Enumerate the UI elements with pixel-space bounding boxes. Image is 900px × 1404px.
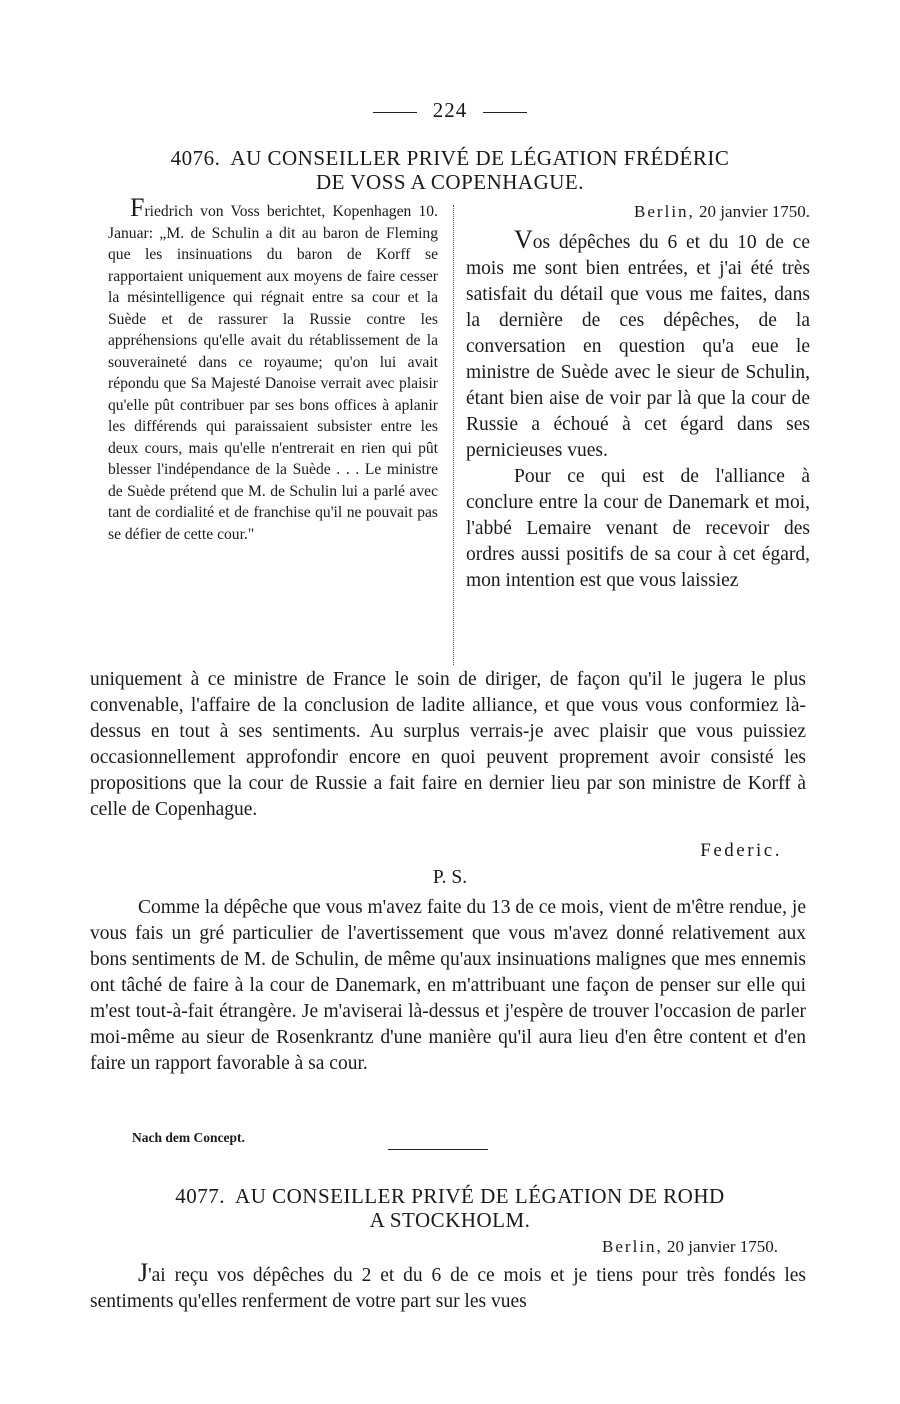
letter-4077-title-line1: 4077. AU CONSEILLER PRIVÉ DE LÉGATION DE ROHD — [175, 1184, 725, 1208]
letter-4077-heading — [110, 1184, 790, 1232]
ps-heading: P. S. — [432, 867, 468, 888]
letter-4076-date-line: Berlin, 20 janvier 1750. — [634, 202, 810, 221]
letter-4077-number: 4077. — [175, 1184, 226, 1208]
letter-4076-right-column — [466, 201, 810, 594]
page-number: 224 — [0, 98, 900, 123]
section-separator-rule — [388, 1149, 488, 1150]
letter-4076-paragraph-2-start: Pour ce qui est de l'alliance à conclure entre la cour de Danemark et moi, l'abbé Lemaire venant de recevoir des ordres aussi positifs de sa cour à cet égard, mon intention est que vous laissiez — [466, 466, 810, 591]
letter-4076-title-line1: 4076. AU CONSEILLER PRIVÉ DE LÉGATION FRÉDÉRIC — [170, 146, 730, 170]
page-number-dash-left — [373, 112, 417, 113]
letter-4076-paragraph-1: Vos dépêches du 6 et du 10 de ce mois me sont bien entrées, et j'ai été très satisfait du détail que vous me faites, dans la dernière de ces dépêches, de la conversation en question qu'a eue le ministre de Suède avec le sieur de Schulin, étant bien aise de voir par là que la cour de Russie a échoué à cet égard dans ses pernicieuses vues. — [466, 225, 810, 461]
letter-4077-paragraph-1: J'ai reçu vos dépêches du 2 et du 6 de ce mois et je tiens pour très fondés les sentiments qu'elles renferment de votre part sur les vues — [90, 1258, 806, 1312]
letter-4076-paragraph-2-continued: uniquement à ce ministre de France le soin de diriger, de façon qu'il le jugera le plus convenable, l'affaire de la conclusion de ladite alliance, et que vous vous conformiez là-dessus en tout à ses sentiments. Au surplus verrais-je avec plaisir que vous puissiez occasionnellement approfondir encore en quoi peuvent proprement avoir consisté les propositions que la cour de Russie a fait faire en dernier lieu par son ministre de Korff à celle de Copenhague. — [90, 669, 806, 820]
ps-text: Comme la dépêche que vous m'avez faite du 13 de ce mois, vient de m'être rendue, je vous fais un gré particulier de l'avertissement que vous m'avez donné relativement aux bons sentiments de M. de Schulin, de même qu'aux insinuations malignes que mes ennemis ont tâché de faire à la cour de Danemark, en m'attribuant une façon de penser sur elle qui m'est tout-à-fait étrangère. Je m'aviserai là-dessus et j'espère de trouver l'occasion de parler moi-même au sieur de Rosenkrantz d'une manière qu'il aura lieu d'en être content et d'en faire un rapport favorable à sa cour. — [90, 897, 806, 1074]
source-note: Nach dem Concept. — [132, 1130, 245, 1145]
page-number-dash-right — [483, 112, 527, 113]
letter-4076-heading — [110, 146, 790, 194]
letter-4076-signature: Federic. — [700, 840, 782, 861]
letter-4076-summary — [108, 193, 438, 545]
letter-4076-title-line2: DE VOSS A COPENHAGUE. — [316, 170, 584, 194]
summary-text: riedrich von Voss berichtet, Kopenhagen 10. Januar: „M. de Schulin a dit au baron de Fleming que les insinuations du baron de Korff se rapportaient uniquement aux moyens de faire cesser la mésintelligence qui régnait entre sa cour et la Suède et de rassurer la Russie contre les appréhensions qu'elle avait du rétablissement de la souveraineté dans ce royaume; qu'on lui avait répondu que Sa Majesté Danoise verrait avec plaisir qu'elle pût contribuer par ses bons offices à aplanir les différends qui paraissaient subsister entre les deux cours, mais qu'elle n'entrerait en rien qui pût blesser l'indépendance de la Suède . . . Le ministre de Suède prétend que M. de Schulin lui a parlé avec tant de cordialité et de franchise qu'il ne pouvait pas se défier de cette cour." — [108, 203, 438, 543]
summary-initial: F — [130, 193, 145, 222]
letter-4077-date-line: Berlin, 20 janvier 1750. — [602, 1237, 778, 1256]
letter-4076-number: 4076. — [170, 146, 221, 170]
letter-4077-title-line2: A STOCKHOLM. — [369, 1208, 531, 1232]
column-divider — [453, 205, 454, 665]
